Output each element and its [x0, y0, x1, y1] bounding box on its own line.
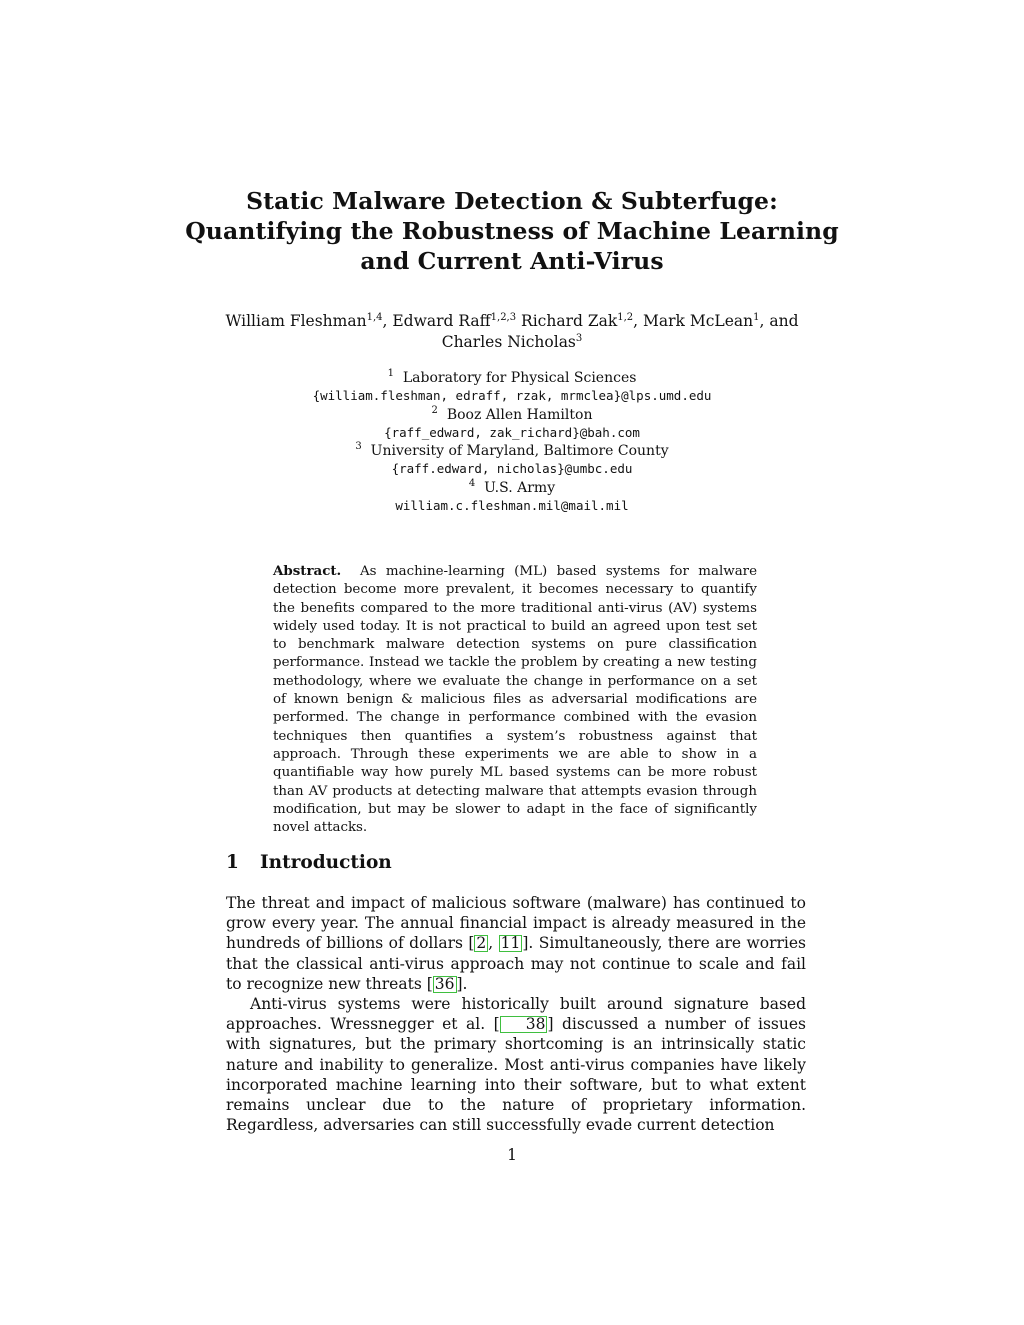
author-affiliation-marker: 3 — [575, 333, 583, 344]
author-name: Edward Raff — [392, 312, 491, 330]
author-name: Charles Nicholas — [441, 333, 576, 351]
citation-link[interactable]: 38 — [500, 1016, 548, 1033]
affiliation-email: {raff_edward, zak_richard}@bah.com — [384, 424, 640, 440]
author-affiliation-marker: 1,2 — [617, 312, 634, 323]
affiliation-email: {william.fleshman, edraff, rzak, mrmclea}@lps.umd.edu — [312, 388, 712, 404]
author-affiliation-marker: 1,4 — [366, 312, 383, 323]
abstract — [273, 562, 757, 837]
paragraph: The threat and impact of malicious software (malware) has continued to grow every year. The annual financial impact is already measured in the hundreds of billions of dollars [ 2 , 11 ]. Simultaneously, there are worries that the classical anti-virus approach may not continue to scale and fail to recognize new threats [ 36 ]. — [226, 894, 807, 993]
title-line-2: Quantifying the Robustness of Machine Learning — [185, 217, 839, 245]
body-text — [226, 893, 806, 1135]
paragraph: Anti-virus systems were historically built around signature based approaches. Wressnegger et al. [ 38 ] discussed a number of issues with signatures, but the primary shortcoming is an intrinsically static nature and inability to generalize. Most anti-virus companies have likely incorporated machine learning into their software, but to what extent remains unclear due to the nature of proprietary information. Regardless, adversaries can still successfully evade current detection — [226, 995, 806, 1135]
affiliations — [0, 369, 1024, 515]
page-number: 1 — [507, 1146, 517, 1164]
title-line-1: Static Malware Detection & Subterfuge: — [246, 187, 778, 215]
author-list: William Fleshman$^{1,4}$, Edward Raff$^{1,2,3}$ Richard Zak$^{1,2}$, Mark McLean$^1$, and Charles Nicholas$^3$ — [225, 312, 799, 351]
author-affiliation-marker: 1,2,3 — [490, 312, 517, 323]
abstract-label: Abstract. — [273, 563, 342, 579]
affiliation-marker: 2 — [431, 404, 438, 416]
affiliation-marker: 3 — [355, 441, 362, 453]
citation-link[interactable]: 36 — [434, 974, 455, 993]
author-conjunction: and — [769, 312, 799, 330]
citation-link[interactable]: 11 — [500, 934, 521, 953]
abstract-text: As machine-learning (ML) based systems for malware detection become more prevalent, it becomes necessary to quantify the benefits compared to the more traditional anti-virus (AV) systems widely used today. It is not practical to build an agreed upon test set to benchmark malware detection systems on pure classification performance. Instead we tackle the problem by creating a new testing methodology, where we evaluate the change in performance on a set of known benign & malicious files as adversarial modifications are performed. The change in performance combined with the evasion techniques then quantifies a system’s robustness against that approach. Through these experiments we are able to show in a quantifiable way how purely ML based systems can be more robust than AV products at detecting malware that attempts evasion through modification, but may be slower to adapt in the face of significantly novel attacks. — [273, 564, 758, 836]
author-name: Mark McLean — [643, 312, 754, 330]
title-line-3: and Current Anti-Virus — [360, 247, 664, 275]
section-heading — [226, 852, 392, 873]
citation-link[interactable]: 2 — [476, 934, 487, 953]
affiliation-name: $^3$ University of Maryland, Baltimore County — [355, 441, 669, 460]
affiliation-name: $^1$ Laboratory for Physical Sciences — [387, 368, 637, 386]
section-number: 1 — [226, 852, 239, 873]
affiliation-name: $^4$ U.S. Army — [468, 477, 556, 496]
author-affiliation-marker: 1 — [753, 312, 760, 323]
author-name: Richard Zak — [521, 312, 618, 330]
paper-title — [0, 186, 1024, 276]
section-title: Introduction — [260, 852, 392, 873]
affiliation-marker: 1 — [387, 368, 394, 379]
affiliation-name: $^2$ Booz Allen Hamilton — [431, 404, 593, 423]
affiliation-email: {raff.edward, nicholas}@umbc.edu — [391, 461, 633, 477]
affiliation-marker: 4 — [468, 477, 476, 489]
affiliation-email: william.c.fleshman.mil@mail.mil — [395, 498, 629, 514]
author-name: William Fleshman — [225, 312, 367, 330]
